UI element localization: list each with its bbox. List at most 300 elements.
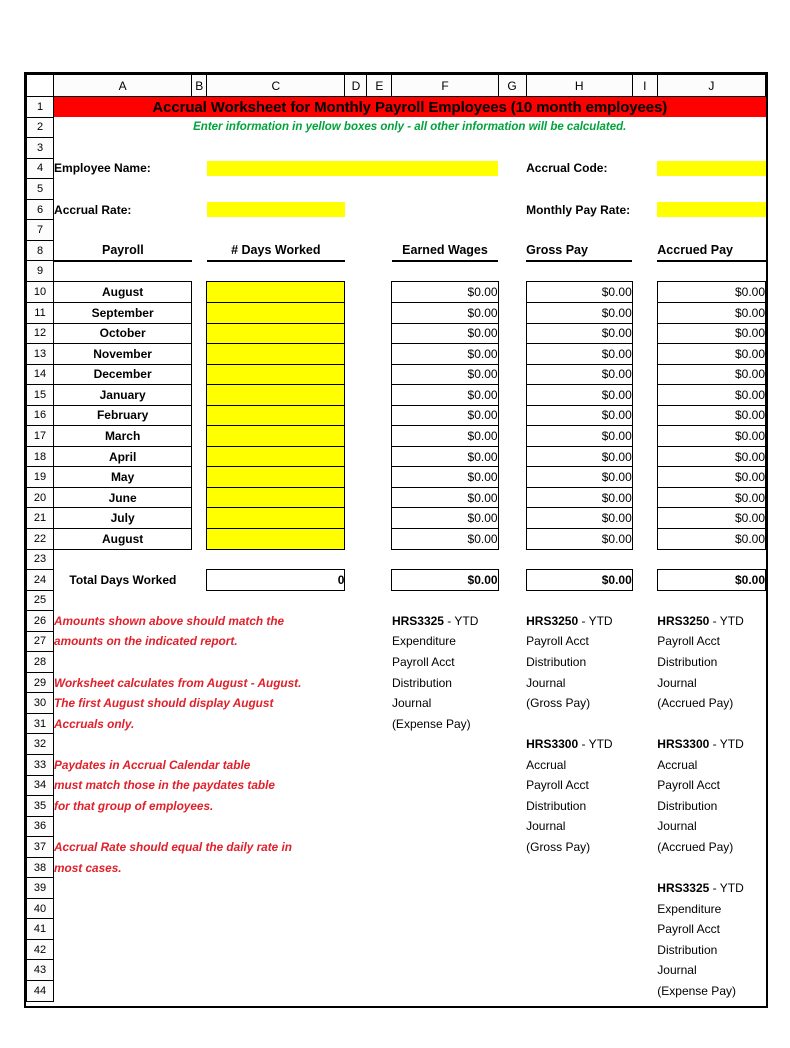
days-worked-input[interactable]	[207, 426, 345, 447]
column-header-j[interactable]: J	[657, 75, 765, 97]
row-header-8[interactable]: 8	[27, 240, 54, 261]
row-header-26[interactable]: 26	[27, 611, 54, 632]
table-row	[27, 446, 766, 467]
row-header-39[interactable]: 39	[27, 878, 54, 899]
gross-pay-account-note: Distribution	[526, 798, 587, 813]
total-accrued-pay-value[interactable]: $0.00	[657, 570, 765, 591]
header-payroll: Payroll	[54, 240, 192, 261]
gross-pay-cell[interactable]: $0.00	[526, 528, 632, 549]
employee-name-input[interactable]	[207, 158, 498, 179]
blank-cell	[526, 939, 632, 960]
blank-cell	[632, 939, 657, 960]
gross-pay-cell[interactable]: $0.00	[526, 508, 632, 529]
days-worked-input[interactable]	[207, 487, 345, 508]
days-worked-input[interactable]	[207, 364, 345, 385]
row-header-17[interactable]: 17	[27, 426, 54, 447]
payroll-month-cell[interactable]: December	[54, 364, 192, 385]
days-worked-input[interactable]	[207, 528, 345, 549]
accrued-pay-cell[interactable]: $0.00	[657, 364, 765, 385]
blank-cell	[632, 158, 657, 179]
row-header-24[interactable]: 24	[27, 570, 54, 591]
blank-cell	[345, 282, 367, 303]
payroll-month-cell[interactable]: August	[54, 528, 192, 549]
row-header-44[interactable]: 44	[27, 981, 54, 1002]
column-header-g[interactable]: G	[498, 75, 526, 97]
blank-cell	[192, 323, 207, 344]
blank-cell	[526, 878, 632, 899]
blank-cell	[192, 467, 207, 488]
blank-cell	[526, 981, 632, 1002]
row-1	[27, 97, 766, 118]
gross-pay-account-note: Payroll Acct	[526, 634, 589, 649]
blank-cell	[657, 713, 765, 734]
blank-cell	[657, 857, 765, 878]
table-row	[27, 528, 766, 549]
blank-cell	[54, 590, 766, 611]
blank-cell	[632, 631, 657, 652]
days-worked-input[interactable]	[207, 323, 345, 344]
blank-cell	[498, 528, 526, 549]
blank-cell	[498, 282, 526, 303]
note-row	[27, 652, 766, 673]
gross-pay-cell[interactable]: $0.00	[526, 426, 632, 447]
blank-cell	[192, 508, 207, 529]
blank-cell	[392, 734, 498, 755]
blank-cell	[498, 878, 526, 899]
row-header-22[interactable]: 22	[27, 528, 54, 549]
page-title: Accrual Worksheet for Monthly Payroll Employees (10 month employees)	[54, 97, 766, 118]
blank-cell	[367, 302, 392, 323]
blank-cell	[498, 611, 526, 632]
earned-wages-cell[interactable]: $0.00	[392, 528, 498, 549]
blank-cell	[632, 919, 657, 940]
accrued-pay-cell[interactable]: $0.00	[657, 487, 765, 508]
row-23	[27, 549, 766, 570]
accrued-pay-account-note: HRS3300 - YTD	[657, 737, 744, 752]
row-header-12[interactable]: 12	[27, 323, 54, 344]
blank-cell	[632, 652, 657, 673]
instruction-text: Enter information in yellow boxes only - all other information will be calculated.	[54, 117, 766, 138]
row-header-19[interactable]: 19	[27, 467, 54, 488]
earned-wages-account-note: Distribution	[391, 675, 452, 690]
note-row	[27, 878, 766, 899]
row-header-28[interactable]: 28	[27, 652, 54, 673]
blank-cell	[498, 652, 526, 673]
payroll-month-cell[interactable]: May	[54, 467, 192, 488]
row-25	[27, 590, 766, 611]
blank-cell	[498, 364, 526, 385]
note-row	[27, 775, 766, 796]
row-header-37[interactable]: 37	[27, 837, 54, 858]
total-days-worked-value[interactable]: 0	[207, 570, 345, 591]
blank-cell	[498, 631, 526, 652]
table-row	[27, 405, 766, 426]
gross-pay-account-note: HRS3300 - YTD	[526, 737, 613, 752]
blank-cell	[367, 405, 392, 426]
payroll-month-cell[interactable]: September	[54, 302, 192, 323]
row-9	[27, 261, 766, 282]
blank-cell	[632, 898, 657, 919]
payroll-month-cell[interactable]: January	[54, 385, 192, 406]
table-row	[27, 323, 766, 344]
gross-pay-cell[interactable]: $0.00	[526, 282, 632, 303]
blank-cell	[345, 528, 367, 549]
blank-cell	[54, 816, 392, 837]
column-header-c[interactable]: C	[207, 75, 345, 97]
blank-cell	[632, 816, 657, 837]
payroll-month-cell[interactable]: November	[54, 344, 192, 365]
earned-wages-cell[interactable]: $0.00	[392, 487, 498, 508]
monthly-pay-rate-input[interactable]	[657, 199, 765, 220]
accrued-pay-cell[interactable]: $0.00	[657, 426, 765, 447]
spreadsheet	[24, 72, 768, 1008]
blank-cell	[392, 878, 498, 899]
blank-cell	[498, 467, 526, 488]
blank-cell	[498, 446, 526, 467]
accrued-pay-cell[interactable]: $0.00	[657, 405, 765, 426]
gross-pay-cell[interactable]: $0.00	[526, 385, 632, 406]
blank-cell	[632, 734, 657, 755]
column-header-i[interactable]: I	[632, 75, 657, 97]
employee-name-value	[207, 161, 498, 176]
row-header-5[interactable]: 5	[27, 179, 54, 200]
note-text: The first August should display August	[54, 696, 274, 711]
blank-cell	[392, 939, 498, 960]
blank-cell	[367, 240, 392, 261]
row-header-31[interactable]: 31	[27, 713, 54, 734]
blank-cell	[345, 199, 367, 220]
blank-cell	[632, 837, 657, 858]
gross-pay-cell[interactable]: $0.00	[526, 487, 632, 508]
blank-cell	[632, 487, 657, 508]
blank-cell	[632, 426, 657, 447]
earned-wages-cell[interactable]: $0.00	[392, 405, 498, 426]
column-header-b[interactable]: B	[192, 75, 207, 97]
blank-cell	[345, 446, 367, 467]
blank-cell	[54, 878, 392, 899]
blank-cell	[498, 837, 526, 858]
blank-cell	[54, 960, 392, 981]
accrued-pay-cell[interactable]: $0.00	[657, 385, 765, 406]
blank-cell	[526, 960, 632, 981]
accrual-rate-input[interactable]	[207, 199, 345, 220]
payroll-month-cell[interactable]: February	[54, 405, 192, 426]
note-row	[27, 796, 766, 817]
row-header-27[interactable]: 27	[27, 631, 54, 652]
row-header-41[interactable]: 41	[27, 919, 54, 940]
row-header-32[interactable]: 32	[27, 734, 54, 755]
blank-cell	[367, 446, 392, 467]
row-header-25[interactable]: 25	[27, 590, 54, 611]
blank-cell	[192, 385, 207, 406]
accrued-pay-cell[interactable]: $0.00	[657, 323, 765, 344]
blank-cell	[498, 426, 526, 447]
note-row	[27, 713, 766, 734]
worksheet-grid	[26, 74, 766, 1002]
table-row	[27, 282, 766, 303]
monthly-pay-rate-value	[657, 202, 765, 217]
gross-pay-account-note: (Gross Pay)	[526, 696, 591, 711]
note-row	[27, 631, 766, 652]
blank-cell	[367, 426, 392, 447]
row-header-16[interactable]: 16	[27, 405, 54, 426]
row-8	[27, 240, 766, 261]
column-header-f[interactable]: F	[392, 75, 498, 97]
header-earned-wages: Earned Wages	[392, 240, 498, 261]
row-24	[27, 570, 766, 591]
earned-wages-account-note: Expenditure	[391, 634, 456, 649]
blank-cell	[367, 199, 392, 220]
payroll-month-cell[interactable]: August	[54, 282, 192, 303]
blank-cell	[54, 652, 392, 673]
accrued-pay-cell[interactable]: $0.00	[657, 467, 765, 488]
accrued-pay-cell[interactable]: $0.00	[657, 528, 765, 549]
accrued-pay-cell[interactable]: $0.00	[657, 302, 765, 323]
account-code: HRS3300	[526, 737, 579, 752]
note-row	[27, 837, 766, 858]
accrued-pay-cell[interactable]: $0.00	[657, 282, 765, 303]
blank-cell	[632, 796, 657, 817]
earned-wages-account-note: HRS3325 - YTD	[391, 613, 479, 628]
gross-pay-cell[interactable]: $0.00	[526, 467, 632, 488]
earned-wages-cell[interactable]: $0.00	[392, 446, 498, 467]
note-row	[27, 939, 766, 960]
blank-cell	[192, 240, 207, 261]
total-days-worked-label: Total Days Worked	[54, 570, 192, 591]
blank-cell	[345, 302, 367, 323]
row-header-18[interactable]: 18	[27, 446, 54, 467]
payroll-month-cell[interactable]: March	[54, 426, 192, 447]
blank-cell	[632, 405, 657, 426]
note-row	[27, 960, 766, 981]
header-days-worked: # Days Worked	[207, 240, 345, 261]
accrued-pay-account-note: Journal	[657, 963, 697, 978]
earned-wages-cell[interactable]: $0.00	[392, 282, 498, 303]
note-text: Accruals only.	[54, 716, 135, 731]
payroll-month-cell[interactable]: April	[54, 446, 192, 467]
blank-cell	[392, 755, 498, 776]
note-text: must match those in the paydates table	[54, 778, 275, 793]
row-header-13[interactable]: 13	[27, 344, 54, 365]
earned-wages-cell[interactable]: $0.00	[392, 426, 498, 447]
blank-cell	[54, 549, 766, 570]
row-header-1[interactable]: 1	[27, 97, 54, 118]
days-worked-input[interactable]	[207, 385, 345, 406]
earned-wages-cell[interactable]: $0.00	[392, 302, 498, 323]
blank-cell	[632, 878, 657, 899]
row-header-23[interactable]: 23	[27, 549, 54, 570]
row-header-21[interactable]: 21	[27, 508, 54, 529]
row-header-10[interactable]: 10	[27, 282, 54, 303]
gross-pay-cell[interactable]: $0.00	[526, 323, 632, 344]
column-header-row	[27, 75, 766, 97]
blank-cell	[367, 528, 392, 549]
total-earned-wages-value[interactable]: $0.00	[392, 570, 498, 591]
blank-cell	[632, 693, 657, 714]
blank-cell	[526, 857, 632, 878]
row-header-33[interactable]: 33	[27, 755, 54, 776]
accrued-pay-cell[interactable]: $0.00	[657, 508, 765, 529]
sheet-bottom-padding	[26, 1002, 766, 1006]
note-row	[27, 919, 766, 940]
blank-cell	[192, 570, 207, 591]
row-header-34[interactable]: 34	[27, 775, 54, 796]
earned-wages-cell[interactable]: $0.00	[392, 344, 498, 365]
blank-cell	[192, 426, 207, 447]
row-6	[27, 199, 766, 220]
blank-cell	[392, 919, 498, 940]
blank-cell	[632, 344, 657, 365]
gross-pay-account-note: Journal	[526, 675, 566, 690]
monthly-pay-rate-label: Monthly Pay Rate:	[526, 199, 632, 220]
accrued-pay-account-note: Expenditure	[657, 901, 722, 916]
blank-cell	[498, 199, 526, 220]
blank-cell	[632, 323, 657, 344]
days-worked-input[interactable]	[207, 405, 345, 426]
column-header-e[interactable]: E	[367, 75, 392, 97]
earned-wages-cell[interactable]: $0.00	[392, 508, 498, 529]
row-header-20[interactable]: 20	[27, 487, 54, 508]
days-worked-input[interactable]	[207, 282, 345, 303]
accrual-rate-label: Accrual Rate:	[54, 199, 192, 220]
gross-pay-account-note: Accrual	[526, 757, 567, 772]
blank-cell	[632, 611, 657, 632]
accrual-code-input[interactable]	[657, 158, 765, 179]
column-header-a[interactable]: A	[54, 75, 192, 97]
accrued-pay-account-note: (Accrued Pay)	[657, 696, 734, 711]
blank-cell	[192, 405, 207, 426]
row-header-4[interactable]: 4	[27, 158, 54, 179]
table-row	[27, 487, 766, 508]
days-worked-input[interactable]	[207, 302, 345, 323]
days-worked-input[interactable]	[207, 446, 345, 467]
gross-pay-cell[interactable]: $0.00	[526, 364, 632, 385]
column-header-d[interactable]: D	[345, 75, 367, 97]
days-worked-input[interactable]	[207, 344, 345, 365]
table-row	[27, 344, 766, 365]
blank-cell	[632, 467, 657, 488]
blank-cell	[498, 323, 526, 344]
accrued-pay-cell[interactable]: $0.00	[657, 344, 765, 365]
gross-pay-cell[interactable]: $0.00	[526, 446, 632, 467]
note-row	[27, 755, 766, 776]
blank-cell	[498, 796, 526, 817]
gross-pay-cell[interactable]: $0.00	[526, 405, 632, 426]
account-code: HRS3300	[657, 737, 710, 752]
column-header-h[interactable]: H	[526, 75, 632, 97]
blank-cell	[345, 487, 367, 508]
note-text: amounts on the indicated report.	[54, 634, 238, 649]
note-text: Accrual Rate should equal the daily rate in	[54, 839, 292, 854]
blank-cell	[498, 487, 526, 508]
blank-cell	[632, 755, 657, 776]
gross-pay-account-note: HRS3250 - YTD	[526, 613, 613, 628]
blank-cell	[498, 240, 526, 261]
earned-wages-cell[interactable]: $0.00	[392, 467, 498, 488]
accrued-pay-account-note: Payroll Acct	[657, 778, 720, 793]
blank-cell	[345, 508, 367, 529]
blank-cell	[192, 528, 207, 549]
account-code: HRS3250	[526, 613, 579, 628]
row-header-9[interactable]: 9	[27, 261, 54, 282]
blank-cell	[498, 672, 526, 693]
blank-cell	[392, 816, 498, 837]
accrued-pay-account-note: (Accrued Pay)	[657, 839, 734, 854]
row-header-42[interactable]: 42	[27, 939, 54, 960]
earned-wages-account-note: Journal	[391, 696, 432, 711]
blank-cell	[367, 508, 392, 529]
earned-wages-cell[interactable]: $0.00	[392, 385, 498, 406]
row-header-15[interactable]: 15	[27, 385, 54, 406]
blank-cell	[54, 179, 766, 200]
payroll-month-cell[interactable]: July	[54, 508, 192, 529]
row-header-3[interactable]: 3	[27, 138, 54, 159]
note-row	[27, 898, 766, 919]
blank-cell	[392, 898, 498, 919]
blank-cell	[367, 570, 392, 591]
row-header-30[interactable]: 30	[27, 693, 54, 714]
table-row	[27, 467, 766, 488]
row-header-29[interactable]: 29	[27, 672, 54, 693]
row-header-43[interactable]: 43	[27, 960, 54, 981]
row-header-35[interactable]: 35	[27, 796, 54, 817]
gross-pay-cell[interactable]: $0.00	[526, 302, 632, 323]
payroll-month-cell[interactable]: October	[54, 323, 192, 344]
select-all-corner[interactable]	[27, 75, 54, 97]
row-header-40[interactable]: 40	[27, 898, 54, 919]
blank-cell	[632, 960, 657, 981]
blank-cell	[498, 960, 526, 981]
total-gross-pay-value[interactable]: $0.00	[526, 570, 632, 591]
note-text: Paydates in Accrual Calendar table	[54, 757, 251, 772]
row-header-38[interactable]: 38	[27, 857, 54, 878]
blank-cell	[192, 158, 207, 179]
blank-cell	[392, 857, 498, 878]
blank-cell	[498, 755, 526, 776]
accrued-pay-account-note: Journal	[657, 819, 697, 834]
blank-cell	[498, 981, 526, 1002]
row-header-7[interactable]: 7	[27, 220, 54, 241]
row-header-6[interactable]: 6	[27, 199, 54, 220]
employee-name-label: Employee Name:	[54, 158, 192, 179]
blank-cell	[498, 158, 526, 179]
blank-cell	[526, 898, 632, 919]
row-header-11[interactable]: 11	[27, 302, 54, 323]
table-row	[27, 364, 766, 385]
blank-cell	[392, 199, 498, 220]
note-text: Worksheet calculates from August - August.	[54, 675, 302, 690]
row-header-36[interactable]: 36	[27, 816, 54, 837]
note-text: for that group of employees.	[54, 798, 214, 813]
earned-wages-cell[interactable]: $0.00	[392, 364, 498, 385]
earned-wages-cell[interactable]: $0.00	[392, 323, 498, 344]
row-header-14[interactable]: 14	[27, 364, 54, 385]
blank-cell	[345, 364, 367, 385]
blank-cell	[632, 857, 657, 878]
gross-pay-cell[interactable]: $0.00	[526, 344, 632, 365]
blank-cell	[367, 344, 392, 365]
blank-cell	[632, 508, 657, 529]
payroll-month-cell[interactable]: June	[54, 487, 192, 508]
days-worked-input[interactable]	[207, 467, 345, 488]
days-worked-input[interactable]	[207, 508, 345, 529]
row-7	[27, 220, 766, 241]
accrued-pay-cell[interactable]: $0.00	[657, 446, 765, 467]
blank-cell	[392, 981, 498, 1002]
table-row	[27, 385, 766, 406]
blank-cell	[192, 344, 207, 365]
row-header-2[interactable]: 2	[27, 117, 54, 138]
